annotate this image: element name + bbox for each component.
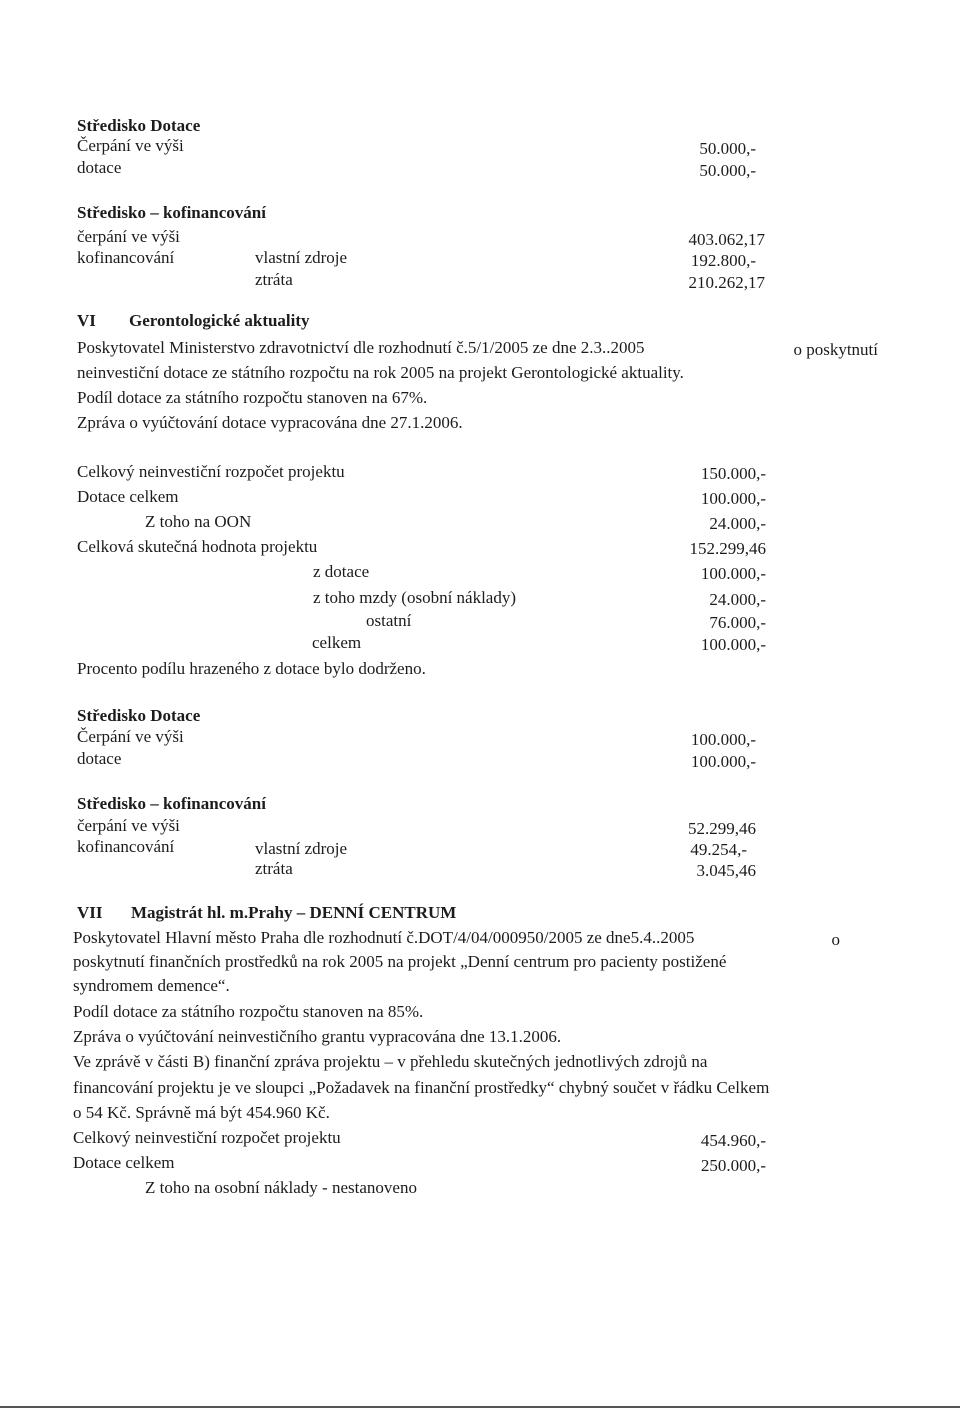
s1-kofin-row-sublabel: ztráta <box>255 270 293 289</box>
s2-dotace-heading: Středisko Dotace <box>77 706 201 725</box>
note-text: Procento podílu hrazeného z dotace bylo dodrženo. <box>77 659 426 678</box>
paragraph-line: Zpráva o vyúčtování dotace vypracována dne 27.1.2006. <box>77 413 463 432</box>
paragraph-line: o poskytnutí <box>793 340 878 359</box>
s1-kofin-row-label: kofinancování <box>77 248 175 267</box>
s1-kofin-row-value: 192.800,- <box>690 251 756 270</box>
s1-dotace-row-label: Čerpání ve výši <box>77 136 184 155</box>
paragraph-line: poskytnutí finančních prostředků na rok 2005 na projekt „Denní centrum pro pacienty postižené <box>73 952 727 971</box>
s1-dotace-row-value: 50.000,- <box>699 139 756 158</box>
s1-kofin-heading: Středisko – kofinancování <box>77 203 266 222</box>
paragraph-line: neinvestiční dotace ze státního rozpočtu na rok 2005 na projekt Gerontologické aktuality. <box>77 363 684 382</box>
paragraph-line: Ve zprávě v části B) finanční zpráva projektu – v přehledu skutečných jednotlivých zdrojů na <box>73 1052 708 1071</box>
s2-kofin-row-value: 52.299,46 <box>688 819 756 838</box>
s2-kofin-row-label: čerpání ve výši <box>77 816 180 835</box>
s1-dotace-heading: Středisko Dotace <box>77 116 201 135</box>
section-title: Magistrát hl. m.Prahy – DENNÍ CENTRUM <box>131 903 457 922</box>
budget-value: 24.000,- <box>709 514 766 533</box>
page-bottom-rule <box>0 1406 960 1408</box>
budget-label: Dotace celkem <box>77 487 179 506</box>
budget-value: 152.299,46 <box>689 539 766 558</box>
s1-kofin-row-value: 403.062,17 <box>688 230 765 249</box>
budget-value: 24.000,- <box>709 590 766 609</box>
s1-kofin-row-value: 210.262,17 <box>688 273 765 292</box>
paragraph-line: o <box>831 930 840 949</box>
s1-dotace-row-label: dotace <box>77 158 122 177</box>
budget-label: Dotace celkem <box>73 1153 175 1172</box>
budget-value: 76.000,- <box>709 613 766 632</box>
paragraph-line: Poskytovatel Hlavní město Praha dle rozhodnutí č.DOT/4/04/000950/2005 ze dne5.4..2005 <box>73 928 695 947</box>
budget-value: 100.000,- <box>700 489 766 508</box>
budget-label: z dotace <box>313 562 370 581</box>
s2-dotace-row-value: 100.000,- <box>690 730 756 749</box>
budget-label: Z toho na osobní náklady - nestanoveno <box>145 1178 417 1197</box>
s2-dotace-row-value: 100.000,- <box>690 752 756 771</box>
paragraph-line: Podíl dotace za státního rozpočtu stanoven na 85%. <box>73 1002 424 1021</box>
budget-value: 150.000,- <box>700 464 766 483</box>
paragraph-line: Podíl dotace za státního rozpočtu stanoven na 67%. <box>77 388 428 407</box>
paragraph-line: financování projektu je ve sloupci „Požadavek na finanční prostředky“ chybný součet v řádku Celkem <box>73 1078 770 1097</box>
budget-label: Z toho na OON <box>145 512 252 531</box>
budget-value: 100.000,- <box>700 635 766 654</box>
s2-kofin-row-sublabel: vlastní zdroje <box>255 839 348 858</box>
paragraph-line: o 54 Kč. Správně má být 454.960 Kč. <box>73 1103 330 1122</box>
s2-kofin-row-sublabel: ztráta <box>255 859 293 878</box>
s2-kofin-row-label: kofinancování <box>77 837 175 856</box>
budget-label: Celková skutečná hodnota projektu <box>77 537 318 556</box>
budget-value: 454.960,- <box>700 1131 766 1150</box>
s1-kofin-row-sublabel: vlastní zdroje <box>255 248 348 267</box>
budget-label: ostatní <box>366 611 412 630</box>
paragraph-line: syndromem demence“. <box>73 976 230 995</box>
paragraph-line: Zpráva o vyúčtování neinvestičního grantu vypracována dne 13.1.2006. <box>73 1027 562 1046</box>
budget-value: 250.000,- <box>700 1156 766 1175</box>
s2-dotace-row-label: Čerpání ve výši <box>77 727 184 746</box>
s1-dotace-row-value: 50.000,- <box>699 161 756 180</box>
budget-value: 100.000,- <box>700 564 766 583</box>
s2-kofin-row-value: 3.045,46 <box>696 861 756 880</box>
budget-label: Celkový neinvestiční rozpočet projektu <box>73 1128 341 1147</box>
section-number: VI <box>77 311 96 330</box>
paragraph-line: Poskytovatel Ministerstvo zdravotnictví dle rozhodnutí č.5/1/2005 ze dne 2.3..2005 <box>77 338 645 357</box>
budget-label: z toho mzdy (osobní náklady) <box>313 588 517 607</box>
section-title: Gerontologické aktuality <box>129 311 310 330</box>
s2-kofin-heading: Středisko – kofinancování <box>77 794 266 813</box>
s1-kofin-row-label: čerpání ve výši <box>77 227 180 246</box>
budget-label: celkem <box>312 633 362 652</box>
s2-dotace-row-label: dotace <box>77 749 122 768</box>
section-number: VII <box>77 903 103 922</box>
budget-label: Celkový neinvestiční rozpočet projektu <box>77 462 345 481</box>
s2-kofin-row-value: 49.254,- <box>690 840 747 859</box>
